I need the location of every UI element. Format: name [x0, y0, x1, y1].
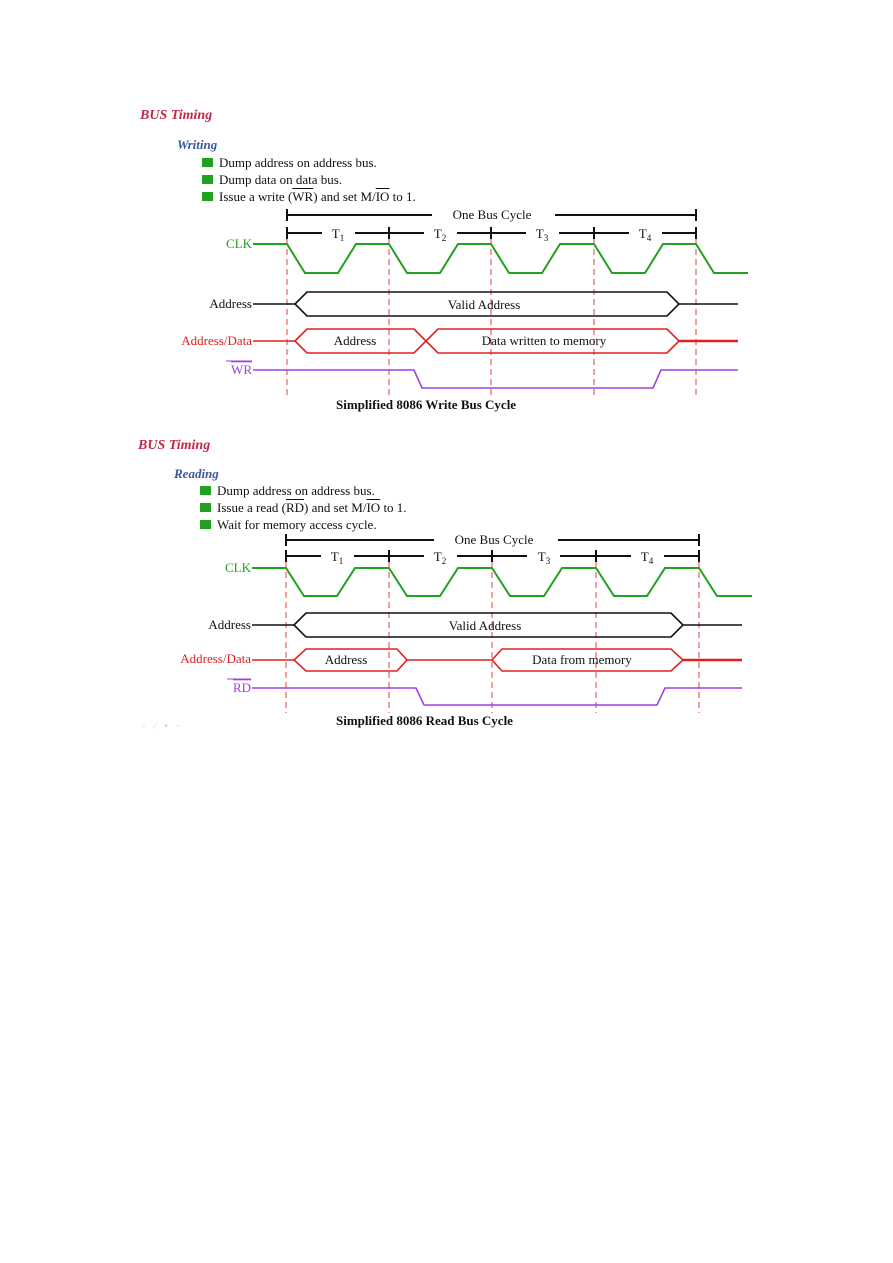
clk-waveform: [252, 568, 752, 596]
t-state-label-4: $T_4$: [638, 226, 652, 243]
write-timing-diagram: [0, 205, 893, 400]
t-state-label-1: $T_1$: [331, 226, 345, 243]
valid-address-label: Valid Address: [448, 618, 522, 633]
read-diagram-caption: Simplified 8086 Read Bus Cycle: [336, 713, 513, 728]
clk-signal-label: CLK: [226, 236, 252, 251]
wr-waveform: [253, 370, 738, 388]
green-square-bullet-icon: [202, 175, 213, 184]
green-square-bullet-icon: [202, 192, 213, 201]
write-subtitle: Writing: [177, 137, 218, 152]
t-state-label-2: $T_2$: [433, 226, 447, 243]
read-bullet-list: [200, 482, 407, 533]
rd-waveform: [252, 688, 742, 705]
t-state-label-3: $T_3$: [537, 549, 551, 566]
green-square-bullet-icon: [202, 158, 213, 167]
address-signal-label: Address: [208, 617, 251, 632]
green-square-bullet-icon: [200, 520, 211, 529]
read-bullet-0: Dump address on address bus.: [200, 482, 407, 499]
write-bullet-1: Dump data on data bus.: [202, 171, 416, 188]
read-timing-diagram: [0, 531, 893, 716]
t-state-guide-lines: [287, 239, 696, 397]
address-phase-label: Address: [324, 652, 368, 667]
write-bullet-2: Issue a write $(\overline{WR})$ and set $M/\overline{IO}$ to 1.: [202, 188, 416, 205]
green-square-bullet-icon: [200, 503, 211, 512]
clk-signal-label: CLK: [225, 560, 251, 575]
address-data-signal-label: Address/Data: [181, 333, 252, 348]
rd-signal-label: RD: [232, 680, 251, 695]
t-state-label-3: $T_3$: [535, 226, 549, 243]
clk-waveform: [253, 244, 748, 273]
read-section-title: BUS Timing: [138, 438, 211, 453]
faint-toolbar-icons: ◦ ⁄ ▪ ◦: [142, 721, 183, 732]
address-phase-label: Address: [333, 333, 377, 348]
valid-address-label: Valid Address: [447, 297, 521, 312]
read-subtitle: Reading: [174, 466, 219, 481]
data-phase-label: Data from memory: [532, 652, 632, 667]
address-signal-label: Address: [209, 296, 252, 311]
t-state-label-2: $T_2$: [433, 549, 447, 566]
wr-signal-label: WR: [231, 362, 252, 377]
data-phase-label: Data written to memory: [481, 333, 607, 348]
address-data-signal-label: Address/Data: [180, 651, 251, 666]
read-bullet-2: Wait for memory access cycle.: [200, 516, 407, 533]
read-bullet-1: Issue a read $(\overline{RD})$ and set $M/\overline{IO}$ to 1.: [200, 499, 407, 516]
t-state-label-1: $T_1$: [330, 549, 344, 566]
one-bus-cycle-label: One Bus Cycle: [452, 207, 532, 222]
t-state-label-4: $T_4$: [640, 549, 654, 566]
one-bus-cycle-label: One Bus Cycle: [454, 532, 534, 547]
t-state-ruler: [287, 227, 696, 239]
write-diagram-caption: Simplified 8086 Write Bus Cycle: [336, 397, 517, 412]
write-bullet-list: [202, 154, 416, 205]
t-state-ruler: [286, 550, 699, 562]
write-section-title: BUS Timing: [140, 108, 213, 123]
green-square-bullet-icon: [200, 486, 211, 495]
write-bullet-0: Dump address on address bus.: [202, 154, 416, 171]
